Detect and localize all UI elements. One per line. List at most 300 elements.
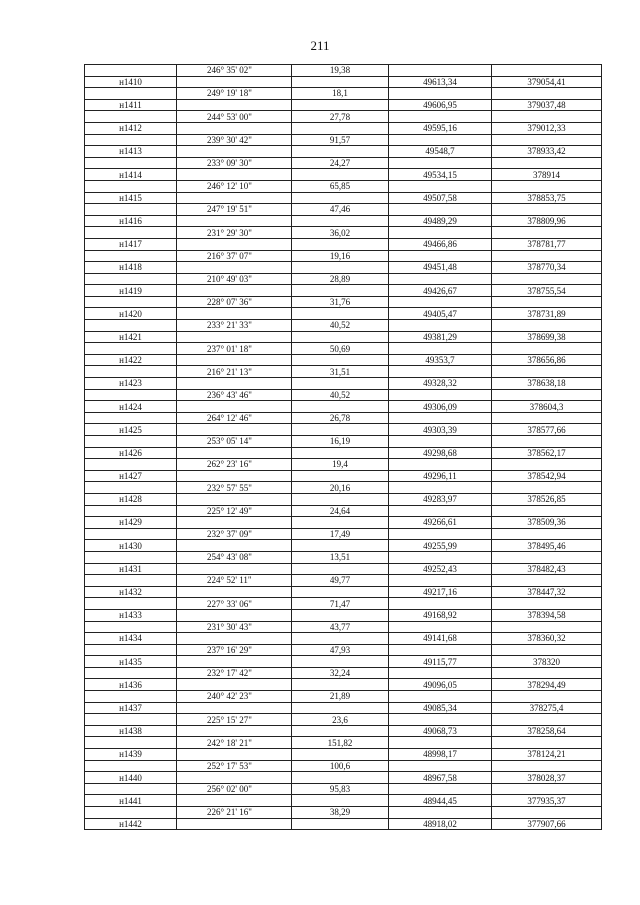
x-coordinate-cell: 48967,58 (389, 772, 492, 784)
x-coordinate-cell: 49451,48 (389, 262, 492, 274)
x-coordinate-cell (389, 575, 492, 587)
point-name-cell: н1415 (85, 192, 177, 204)
point-name-cell (85, 157, 177, 169)
segment-row (85, 667, 602, 679)
distance-cell (292, 609, 389, 621)
angle-cell: 249° 19' 18" (177, 88, 292, 100)
angle-cell (177, 633, 292, 645)
x-coordinate-cell: 49303,39 (389, 424, 492, 436)
segment-row (85, 366, 602, 378)
segment-row (85, 227, 602, 239)
x-coordinate-cell (389, 111, 492, 123)
angle-cell: 254° 43' 08" (177, 551, 292, 563)
angle-cell: 228° 07' 36" (177, 296, 292, 308)
x-coordinate-cell (389, 180, 492, 192)
point-row (85, 169, 602, 181)
point-name-cell: н1424 (85, 401, 177, 413)
angle-cell: 231° 30' 43" (177, 621, 292, 633)
point-name-cell (85, 482, 177, 494)
point-row (85, 493, 602, 505)
angle-cell (177, 656, 292, 668)
distance-cell: 18,1 (292, 88, 389, 100)
point-name-cell (85, 714, 177, 726)
point-name-cell: н1427 (85, 470, 177, 482)
y-coordinate-cell (492, 65, 602, 77)
y-coordinate-cell (492, 528, 602, 540)
angle-cell (177, 238, 292, 250)
x-coordinate-cell: 49534,15 (389, 169, 492, 181)
point-row (85, 563, 602, 575)
point-name-cell (85, 227, 177, 239)
point-row (85, 818, 602, 830)
point-row (85, 262, 602, 274)
x-coordinate-cell (389, 760, 492, 772)
distance-cell (292, 725, 389, 737)
distance-cell: 40,52 (292, 320, 389, 332)
segment-row (85, 111, 602, 123)
segment-row (85, 760, 602, 772)
angle-cell (177, 192, 292, 204)
x-coordinate-cell: 49426,67 (389, 285, 492, 297)
point-row (85, 470, 602, 482)
distance-cell (292, 656, 389, 668)
angle-cell: 226° 21' 16" (177, 807, 292, 819)
point-row (85, 146, 602, 158)
x-coordinate-cell: 49115,77 (389, 656, 492, 668)
distance-cell: 24,64 (292, 505, 389, 517)
x-coordinate-cell (389, 227, 492, 239)
y-coordinate-cell (492, 320, 602, 332)
y-coordinate-cell: 378028,37 (492, 772, 602, 784)
x-coordinate-cell: 49085,34 (389, 702, 492, 714)
y-coordinate-cell: 378258,64 (492, 725, 602, 737)
angle-cell: 242° 18' 21" (177, 737, 292, 749)
y-coordinate-cell (492, 737, 602, 749)
coordinates-table-body (85, 65, 602, 830)
y-coordinate-cell: 378656,86 (492, 354, 602, 366)
segment-row (85, 551, 602, 563)
distance-cell (292, 378, 389, 390)
angle-cell (177, 586, 292, 598)
angle-cell (177, 99, 292, 111)
point-name-cell (85, 644, 177, 656)
distance-cell (292, 679, 389, 691)
segment-row (85, 807, 602, 819)
y-coordinate-cell: 378914 (492, 169, 602, 181)
y-coordinate-cell (492, 343, 602, 355)
distance-cell (292, 76, 389, 88)
distance-cell (292, 285, 389, 297)
distance-cell: 23,6 (292, 714, 389, 726)
distance-cell: 19,38 (292, 65, 389, 77)
angle-cell: 246° 12' 10" (177, 180, 292, 192)
segment-row (85, 436, 602, 448)
distance-cell: 50,69 (292, 343, 389, 355)
coordinates-table-container (84, 64, 601, 830)
angle-cell: 253° 05' 14" (177, 436, 292, 448)
y-coordinate-cell: 378360,32 (492, 633, 602, 645)
y-coordinate-cell: 378320 (492, 656, 602, 668)
angle-cell: 225° 12' 49" (177, 505, 292, 517)
distance-cell (292, 99, 389, 111)
x-coordinate-cell (389, 343, 492, 355)
distance-cell (292, 122, 389, 134)
x-coordinate-cell: 48998,17 (389, 749, 492, 761)
point-name-cell: н1412 (85, 122, 177, 134)
point-name-cell (85, 389, 177, 401)
angle-cell (177, 308, 292, 320)
segment-row (85, 204, 602, 216)
distance-cell: 47,46 (292, 204, 389, 216)
point-row (85, 192, 602, 204)
point-row (85, 331, 602, 343)
distance-cell (292, 354, 389, 366)
angle-cell: 225° 15' 27" (177, 714, 292, 726)
y-coordinate-cell (492, 412, 602, 424)
x-coordinate-cell (389, 436, 492, 448)
x-coordinate-cell: 49405,47 (389, 308, 492, 320)
distance-cell: 91,57 (292, 134, 389, 146)
page-number: 211 (310, 38, 330, 53)
x-coordinate-cell (389, 204, 492, 216)
y-coordinate-cell (492, 505, 602, 517)
y-coordinate-cell: 378542,94 (492, 470, 602, 482)
angle-cell: 232° 57' 55" (177, 482, 292, 494)
point-name-cell: н1418 (85, 262, 177, 274)
x-coordinate-cell (389, 366, 492, 378)
point-name-cell (85, 273, 177, 285)
y-coordinate-cell: 379037,48 (492, 99, 602, 111)
x-coordinate-cell: 49489,29 (389, 215, 492, 227)
distance-cell: 32,24 (292, 667, 389, 679)
angle-cell (177, 470, 292, 482)
angle-cell (177, 354, 292, 366)
point-name-cell: н1419 (85, 285, 177, 297)
angle-cell: 237° 16' 29" (177, 644, 292, 656)
x-coordinate-cell (389, 807, 492, 819)
point-row (85, 795, 602, 807)
distance-cell: 71,47 (292, 598, 389, 610)
angle-cell (177, 331, 292, 343)
x-coordinate-cell: 49255,99 (389, 540, 492, 552)
x-coordinate-cell (389, 389, 492, 401)
point-row (85, 586, 602, 598)
y-coordinate-cell: 378577,66 (492, 424, 602, 436)
segment-row (85, 737, 602, 749)
y-coordinate-cell (492, 598, 602, 610)
segment-row (85, 644, 602, 656)
y-coordinate-cell: 378933,42 (492, 146, 602, 158)
segment-row (85, 65, 602, 77)
y-coordinate-cell: 378394,58 (492, 609, 602, 621)
point-name-cell: н1420 (85, 308, 177, 320)
angle-cell: 233° 21' 33" (177, 320, 292, 332)
point-name-cell (85, 575, 177, 587)
y-coordinate-cell: 378731,89 (492, 308, 602, 320)
angle-cell: 237° 01' 18" (177, 343, 292, 355)
y-coordinate-cell (492, 807, 602, 819)
x-coordinate-cell: 49096,05 (389, 679, 492, 691)
distance-cell: 31,76 (292, 296, 389, 308)
segment-row (85, 157, 602, 169)
y-coordinate-cell (492, 389, 602, 401)
segment-row (85, 296, 602, 308)
x-coordinate-cell (389, 505, 492, 517)
segment-row (85, 343, 602, 355)
y-coordinate-cell (492, 760, 602, 772)
angle-cell: 236° 43' 46" (177, 389, 292, 401)
distance-cell: 40,52 (292, 389, 389, 401)
distance-cell: 36,02 (292, 227, 389, 239)
point-name-cell (85, 551, 177, 563)
point-name-cell (85, 807, 177, 819)
point-name-cell (85, 528, 177, 540)
distance-cell: 19,4 (292, 459, 389, 471)
angle-cell: 216° 37' 07" (177, 250, 292, 262)
y-coordinate-cell (492, 621, 602, 633)
y-coordinate-cell (492, 157, 602, 169)
distance-cell: 24,27 (292, 157, 389, 169)
distance-cell: 13,51 (292, 551, 389, 563)
point-name-cell: н1432 (85, 586, 177, 598)
x-coordinate-cell (389, 65, 492, 77)
point-row (85, 424, 602, 436)
angle-cell (177, 76, 292, 88)
angle-cell: 227° 33' 06" (177, 598, 292, 610)
y-coordinate-cell: 378124,21 (492, 749, 602, 761)
distance-cell: 65,85 (292, 180, 389, 192)
x-coordinate-cell (389, 691, 492, 703)
y-coordinate-cell (492, 644, 602, 656)
y-coordinate-cell (492, 134, 602, 146)
x-coordinate-cell (389, 459, 492, 471)
y-coordinate-cell: 378482,43 (492, 563, 602, 575)
point-name-cell (85, 343, 177, 355)
distance-cell (292, 633, 389, 645)
y-coordinate-cell: 379012,33 (492, 122, 602, 134)
point-name-cell: н1436 (85, 679, 177, 691)
y-coordinate-cell (492, 482, 602, 494)
point-name-cell: н1423 (85, 378, 177, 390)
y-coordinate-cell: 377935,37 (492, 795, 602, 807)
x-coordinate-cell: 49613,34 (389, 76, 492, 88)
distance-cell: 31,51 (292, 366, 389, 378)
segment-row (85, 389, 602, 401)
point-row (85, 401, 602, 413)
point-name-cell (85, 760, 177, 772)
distance-cell (292, 818, 389, 830)
point-name-cell: н1414 (85, 169, 177, 181)
point-name-cell (85, 459, 177, 471)
point-name-cell (85, 320, 177, 332)
x-coordinate-cell: 49328,32 (389, 378, 492, 390)
x-coordinate-cell: 48944,45 (389, 795, 492, 807)
point-row (85, 308, 602, 320)
point-name-cell (85, 65, 177, 77)
point-name-cell: н1416 (85, 215, 177, 227)
x-coordinate-cell: 49306,09 (389, 401, 492, 413)
angle-cell: 231° 29' 30" (177, 227, 292, 239)
point-name-cell (85, 783, 177, 795)
x-coordinate-cell: 49606,95 (389, 99, 492, 111)
y-coordinate-cell: 378495,46 (492, 540, 602, 552)
segment-row (85, 482, 602, 494)
segment-row (85, 505, 602, 517)
angle-cell: 224° 52' 11" (177, 575, 292, 587)
segment-row (85, 783, 602, 795)
distance-cell: 17,49 (292, 528, 389, 540)
point-row (85, 99, 602, 111)
angle-cell: 252° 17' 53" (177, 760, 292, 772)
x-coordinate-cell: 49298,68 (389, 447, 492, 459)
y-coordinate-cell: 378770,34 (492, 262, 602, 274)
distance-cell (292, 192, 389, 204)
y-coordinate-cell: 378699,38 (492, 331, 602, 343)
point-name-cell (85, 250, 177, 262)
x-coordinate-cell: 49548,7 (389, 146, 492, 158)
point-name-cell (85, 134, 177, 146)
x-coordinate-cell: 49283,97 (389, 493, 492, 505)
point-row (85, 609, 602, 621)
distance-cell (292, 215, 389, 227)
point-row (85, 749, 602, 761)
distance-cell (292, 146, 389, 158)
angle-cell (177, 285, 292, 297)
angle-cell (177, 818, 292, 830)
point-row (85, 517, 602, 529)
y-coordinate-cell (492, 88, 602, 100)
angle-cell (177, 447, 292, 459)
angle-cell: 240° 42' 23" (177, 691, 292, 703)
point-row (85, 378, 602, 390)
point-row (85, 122, 602, 134)
point-name-cell: н1434 (85, 633, 177, 645)
y-coordinate-cell (492, 227, 602, 239)
distance-cell: 28,89 (292, 273, 389, 285)
y-coordinate-cell (492, 667, 602, 679)
point-name-cell: н1437 (85, 702, 177, 714)
x-coordinate-cell: 49141,68 (389, 633, 492, 645)
distance-cell (292, 262, 389, 274)
x-coordinate-cell (389, 273, 492, 285)
angle-cell: 216° 21' 13" (177, 366, 292, 378)
angle-cell (177, 795, 292, 807)
segment-row (85, 691, 602, 703)
angle-cell (177, 493, 292, 505)
y-coordinate-cell: 378809,96 (492, 215, 602, 227)
y-coordinate-cell: 379054,41 (492, 76, 602, 88)
point-name-cell: н1411 (85, 99, 177, 111)
y-coordinate-cell (492, 575, 602, 587)
x-coordinate-cell: 49217,16 (389, 586, 492, 598)
segment-row (85, 180, 602, 192)
point-name-cell: н1410 (85, 76, 177, 88)
x-coordinate-cell (389, 621, 492, 633)
angle-cell (177, 540, 292, 552)
point-name-cell: н1430 (85, 540, 177, 552)
distance-cell: 100,6 (292, 760, 389, 772)
point-name-cell: н1431 (85, 563, 177, 575)
point-row (85, 447, 602, 459)
angle-cell (177, 378, 292, 390)
angle-cell: 256° 02' 00" (177, 783, 292, 795)
y-coordinate-cell: 378604,3 (492, 401, 602, 413)
y-coordinate-cell (492, 296, 602, 308)
angle-cell: 210° 49' 03" (177, 273, 292, 285)
distance-cell (292, 169, 389, 181)
angle-cell (177, 609, 292, 621)
x-coordinate-cell (389, 134, 492, 146)
x-coordinate-cell: 49507,58 (389, 192, 492, 204)
distance-cell (292, 795, 389, 807)
distance-cell: 20,16 (292, 482, 389, 494)
angle-cell: 246° 35' 02" (177, 65, 292, 77)
x-coordinate-cell (389, 88, 492, 100)
distance-cell (292, 772, 389, 784)
point-name-cell (85, 737, 177, 749)
angle-cell: 233° 09' 30" (177, 157, 292, 169)
distance-cell (292, 540, 389, 552)
point-name-cell (85, 436, 177, 448)
segment-row (85, 273, 602, 285)
angle-cell (177, 169, 292, 181)
y-coordinate-cell (492, 366, 602, 378)
point-row (85, 215, 602, 227)
angle-cell (177, 401, 292, 413)
point-name-cell: н1442 (85, 818, 177, 830)
y-coordinate-cell: 378755,54 (492, 285, 602, 297)
distance-cell (292, 470, 389, 482)
angle-cell (177, 146, 292, 158)
point-row (85, 285, 602, 297)
point-name-cell: н1417 (85, 238, 177, 250)
point-name-cell: н1425 (85, 424, 177, 436)
x-coordinate-cell (389, 296, 492, 308)
angle-cell: 264° 12' 46" (177, 412, 292, 424)
y-coordinate-cell: 377907,66 (492, 818, 602, 830)
x-coordinate-cell: 49296,11 (389, 470, 492, 482)
x-coordinate-cell: 49381,29 (389, 331, 492, 343)
distance-cell (292, 749, 389, 761)
point-row (85, 238, 602, 250)
x-coordinate-cell (389, 551, 492, 563)
angle-cell (177, 517, 292, 529)
segment-row (85, 575, 602, 587)
angle-cell (177, 215, 292, 227)
x-coordinate-cell: 49068,73 (389, 725, 492, 737)
angle-cell (177, 725, 292, 737)
point-name-cell (85, 505, 177, 517)
distance-cell: 151,82 (292, 737, 389, 749)
x-coordinate-cell (389, 667, 492, 679)
point-name-cell: н1438 (85, 725, 177, 737)
coordinates-table (84, 64, 602, 830)
point-name-cell: н1422 (85, 354, 177, 366)
angle-cell: 244° 53' 00" (177, 111, 292, 123)
x-coordinate-cell (389, 528, 492, 540)
point-row (85, 540, 602, 552)
distance-cell: 43,77 (292, 621, 389, 633)
angle-cell (177, 262, 292, 274)
x-coordinate-cell (389, 644, 492, 656)
x-coordinate-cell (389, 714, 492, 726)
distance-cell: 38,29 (292, 807, 389, 819)
x-coordinate-cell: 49595,16 (389, 122, 492, 134)
point-row (85, 772, 602, 784)
x-coordinate-cell: 49252,43 (389, 563, 492, 575)
segment-row (85, 459, 602, 471)
angle-cell: 239° 30' 42" (177, 134, 292, 146)
